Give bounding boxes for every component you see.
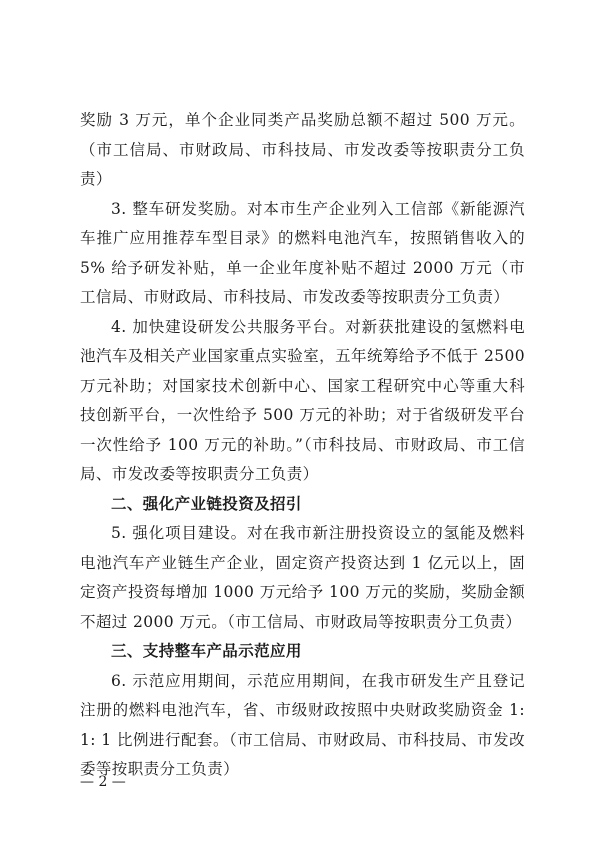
paragraph-6: 6. 示范应用期间，示范应用期间，在我市研发生产且登记注册的燃料电池汽车，省、市级财政按照中央财政奖励资金 1: 1: 1 比例进行配套。（市工信局、市财政局、市科技局、市发改委等按职责分工负责） (80, 671, 525, 778)
section-heading-3: 三、支持整车产品示范应用 (111, 642, 302, 660)
document-body (80, 106, 525, 785)
paragraph-continued: 奖励 3 万元，单个企业同类产品奖励总额不超过 500 万元。（市工信局、市财政局、市科技局、市发改委等按职责分工负责） (80, 111, 525, 188)
paragraph-4: 4. 加快建设研发公共服务平台。对新获批建设的氢燃料电池汽车及相关产业国家重点实验室，五年统筹给予不低于 2500 万元补助；对国家技术创新中心、国家工程研究中心等重大科技创新平台，一次性给予 500 万元的补助；对于省级研发平台一次性给予 100 万元的补助。”（市科技局、市财政局、市工信局、市发改委等按职责分工负责） (80, 317, 525, 483)
section-heading-2: 二、强化产业链投资及招引 (111, 494, 302, 513)
page-number: — 2 — (80, 774, 126, 790)
paragraph-3: 3. 整车研发奖励。对本市生产企业列入工信部《新能源汽车推广应用推荐车型目录》的燃料电池汽车，按照销售收入的 5% 给予研发补贴，单一企业年度补贴不超过 2000 万元（市工信局、市财政局、市科技局、市发改委等按职责分工负责） (80, 199, 525, 306)
paragraph-5: 5. 强化项目建设。对在我市新注册投资设立的氢能及燃料电池汽车产业链生产企业，固定资产投资达到 1 亿元以上，固定资产投资每增加 1000 万元给予 100 万元的奖励，奖励金额不超过 2000 万元。（市工信局、市财政局等按职责分工负责） (80, 524, 525, 631)
